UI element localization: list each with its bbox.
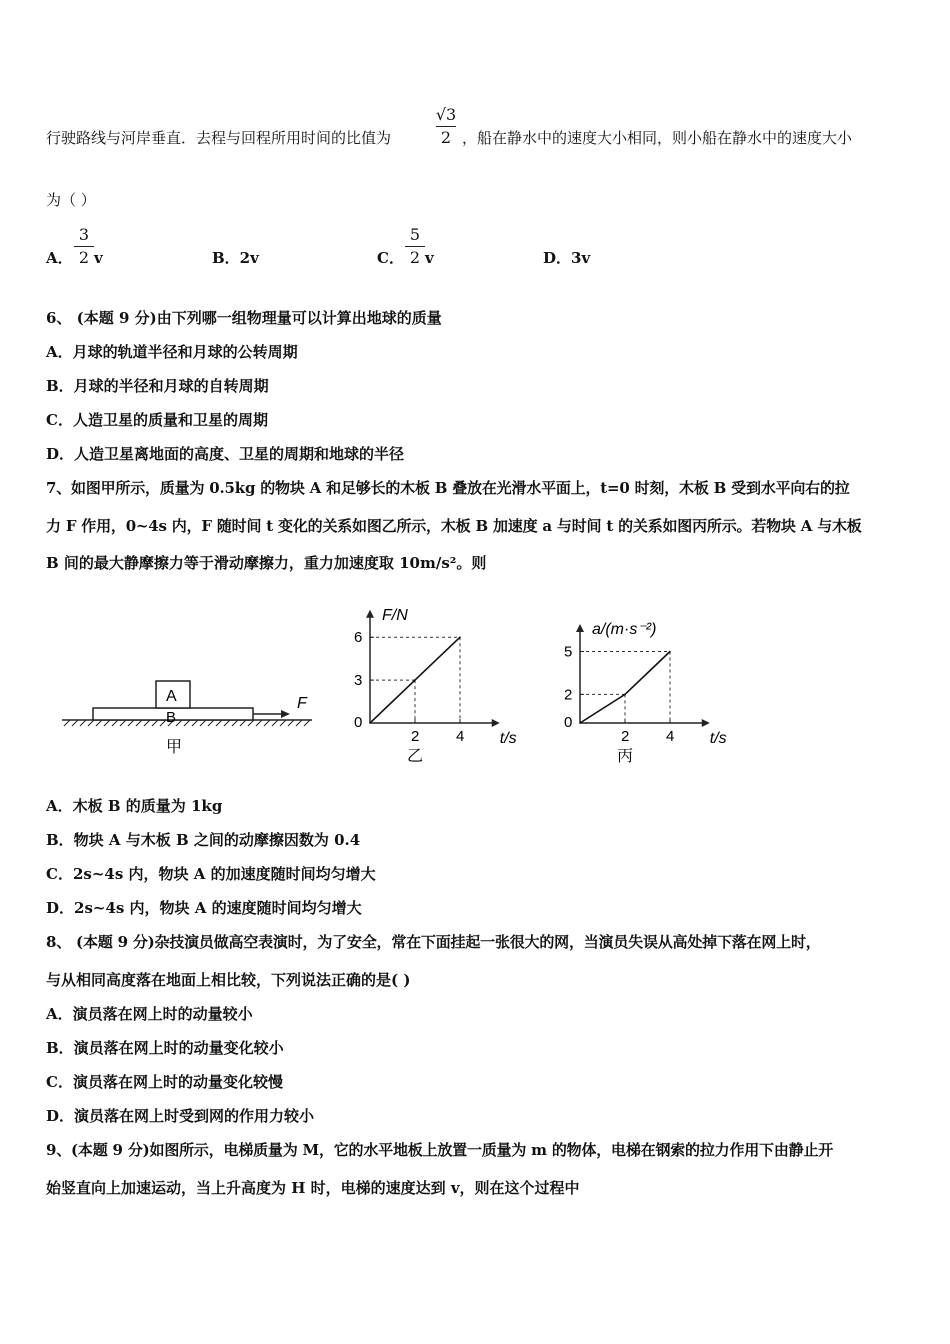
bing-point-2 <box>669 651 671 653</box>
chart-a-vs-t <box>555 585 740 765</box>
q5-ratio-numerator: √3 <box>435 105 457 124</box>
bing-xtick-label-4: 4 <box>666 728 675 745</box>
q7-line1: 7、如图甲所示，质量为 0.5kg 的物块 A 和足够长的木板 B 叠放在光滑水平面上，t=0 时刻，木板 B 受到水平向右的拉 <box>46 479 850 497</box>
bing-x-axis-arrow <box>702 719 710 727</box>
bing-ytick-label-2: 2 <box>564 686 573 704</box>
bing-point-0 <box>579 722 581 724</box>
board-b-label: B <box>166 709 177 726</box>
q8-line1: 8、 (本题 9 分)杂技演员做高空表演时，为了安全，常在下面挂起一张很大的网，当演员失误从高处掉下落在网上时， <box>46 933 821 951</box>
q9-line1: 9、(本题 9 分)如图所示，电梯质量为 M，它的水平地板上放置一质量为 m 的物体，电梯在钢索的拉力作用下由静止开 <box>46 1141 834 1159</box>
q6-stem: 6、 (本题 9 分)由下列哪一组物理量可以计算出地球的质量 <box>46 309 442 327</box>
q7-option-c: C．2s~4s 内，物块 A 的加速度随时间均匀增大 <box>46 865 376 883</box>
q5-option-b: B．2v <box>212 249 259 267</box>
bing-y-axis-arrow <box>576 624 584 632</box>
q5-option-a-label: A． <box>46 249 73 267</box>
bing-xtick-label-2: 2 <box>621 728 630 745</box>
yi-ytick-label-6: 6 <box>354 629 363 647</box>
chart-f-vs-t <box>345 585 525 765</box>
q5-option-c-denominator: 2 <box>409 248 421 267</box>
q5-ratio-denominator: 2 <box>440 128 452 147</box>
q8-option-b: B．演员落在网上时的动量变化较小 <box>46 1039 284 1057</box>
q5-option-a-denominator: 2 <box>78 248 90 267</box>
q5-option-a-fraction <box>72 226 96 267</box>
yi-xtick-label-4: 4 <box>456 728 465 745</box>
q5-line1-a: 行驶路线与河岸垂直．去程与回程所用时间的比值为 <box>46 129 392 147</box>
q5-option-a-unit: v <box>94 249 103 267</box>
q5-line1 <box>46 128 391 148</box>
q8-line2: 与从相同高度落在地面上相比较，下列说法正确的是( ) <box>46 971 411 989</box>
block-a-label: A <box>166 688 177 705</box>
q7-line2: 力 F 作用，0~4s 内，F 随时间 t 变化的关系如图乙所示，木板 B 加速度 a 与时间 t 的关系如图丙所示。若物块 A 与木板 <box>46 517 862 535</box>
q8-option-c: C．演员落在网上时的动量变化较慢 <box>46 1073 283 1091</box>
q5-option-c-unit: v <box>425 249 434 267</box>
q8-option-d: D．演员落在网上时受到网的作用力较小 <box>46 1107 315 1125</box>
q7-option-a: A．木板 B 的质量为 1kg <box>46 797 223 815</box>
yi-point-1 <box>414 679 416 681</box>
yi-ytick-label-3: 3 <box>354 672 363 690</box>
q5-option-c-numerator: 5 <box>409 225 421 244</box>
ground-hatch <box>64 720 310 726</box>
bing-origin-label: 0 <box>564 714 573 731</box>
bing-series-line <box>580 652 670 724</box>
q6-option-d: D．人造卫星离地面的高度、卫星的周期和地球的半径 <box>46 445 405 463</box>
q5-ratio-fraction <box>434 106 458 147</box>
q7-option-d: D．2s~4s 内，物块 A 的速度随时间均匀增大 <box>46 899 362 917</box>
q5-option-c-fraction <box>403 226 427 267</box>
yi-y-axis-arrow <box>366 610 374 618</box>
q7-option-b: B．物块 A 与木板 B 之间的动摩擦因数为 0.4 <box>46 831 361 849</box>
yi-xtick-label-2: 2 <box>411 728 420 745</box>
yi-x-label: t/s <box>499 730 517 747</box>
bing-y-label: a/(m·s⁻²) <box>592 621 657 639</box>
q6-option-c: C．人造卫星的质量和卫星的周期 <box>46 411 268 429</box>
q8-option-a: A．演员落在网上时的动量较小 <box>46 1005 253 1023</box>
q5-option-c-label: C． <box>377 249 404 267</box>
yi-origin-label: 0 <box>354 714 363 731</box>
q5-line2: 为（ ） <box>46 191 96 209</box>
q5-line1-b: ，船在静水中的速度大小相同，则小船在静水中的速度大小 <box>462 129 853 147</box>
bing-caption: 丙 <box>617 748 634 765</box>
bing-point-1 <box>624 694 626 696</box>
q6-option-b: B．月球的半径和月球的自转周期 <box>46 377 269 395</box>
yi-y-label: F/N <box>382 606 408 624</box>
caption-jia: 甲 <box>166 739 183 756</box>
figure-jia <box>60 670 330 760</box>
yi-point-0 <box>369 722 371 724</box>
q7-line3: B 间的最大静摩擦力等于滑动摩擦力，重力加速度取 10m/s²。则 <box>46 554 487 572</box>
bing-ytick-label-5: 5 <box>564 643 573 661</box>
yi-point-2 <box>459 636 461 638</box>
q6-option-a: A．月球的轨道半径和月球的公转周期 <box>46 343 298 361</box>
q5-option-a-numerator: 3 <box>78 225 90 244</box>
force-label: F <box>297 695 307 712</box>
q9-line2: 始竖直向上加速运动，当上升高度为 H 时，电梯的速度达到 v，则在这个过程中 <box>46 1179 580 1197</box>
yi-x-axis-arrow <box>492 719 500 727</box>
bing-x-label: t/s <box>709 730 727 747</box>
yi-caption: 乙 <box>407 748 424 765</box>
force-arrow-head <box>281 710 290 718</box>
q5-option-d: D．3v <box>543 249 591 267</box>
